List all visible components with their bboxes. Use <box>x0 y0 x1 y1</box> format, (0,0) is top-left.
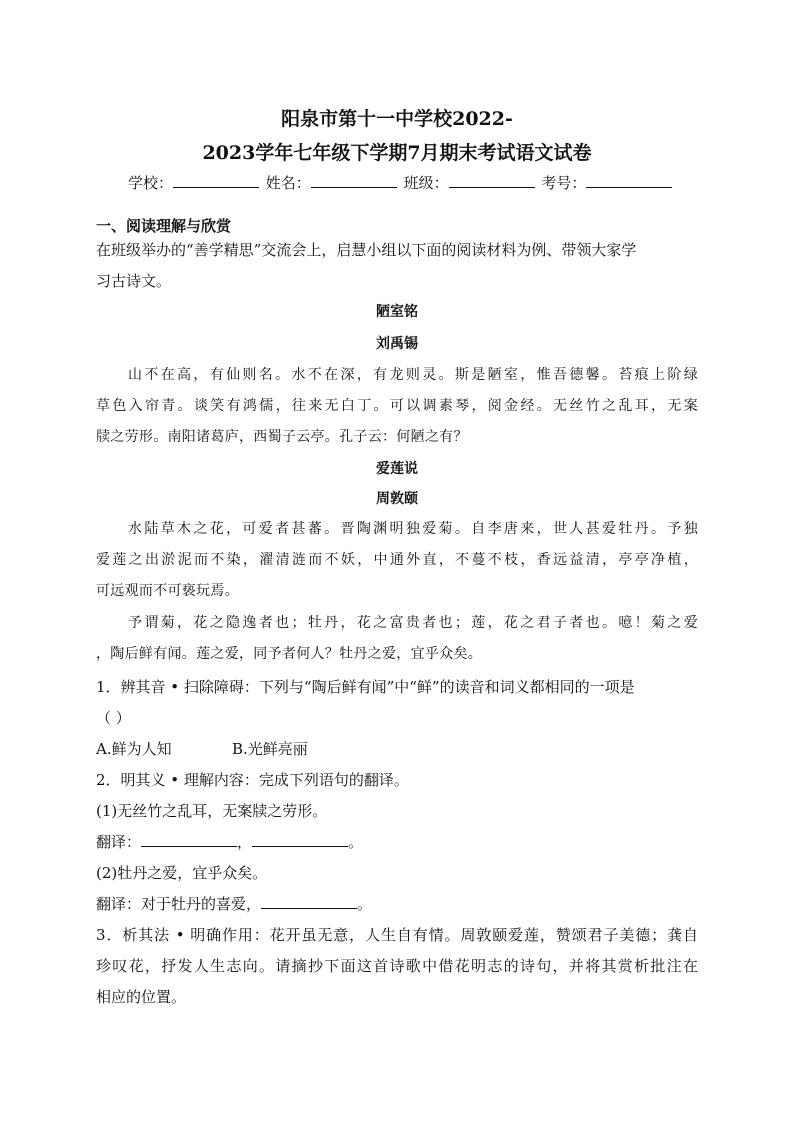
passage-line: 山不在高，有仙则名。水不在深，有龙则灵。斯是陋室，惟吾德馨。苔痕上阶绿 <box>128 367 698 383</box>
intro-line: 在班级举办的“善学精思”交流会上，启慧小组以下面的阅读材料为例、带领大家学 <box>96 241 637 259</box>
section-heading: 一、阅读理解与欣赏 <box>96 217 232 235</box>
answer-blank[interactable] <box>261 896 357 909</box>
essay-title: 爱莲说 <box>376 461 418 477</box>
option-a[interactable]: A.鲜为人知 <box>96 740 172 758</box>
exam-number-label: 考号： <box>541 174 587 192</box>
exam-title-line2: 2023学年七年级下学期7月期末考试语文试卷 <box>202 142 592 164</box>
passage-line: ，陶后鲜有闻。莲之爱，同予者何人？牡丹之爱，宜乎众矣。 <box>96 646 483 662</box>
passage-line: 予谓菊，花之隐逸者也；牡丹，花之富贵者也；莲，花之君子者也。噫！菊之爱 <box>128 615 698 631</box>
class-blank[interactable] <box>449 174 535 188</box>
passage-line: 爱莲之出淤泥而不染，濯清涟而不妖，中通外直，不蔓不枝，香远益清，亭亭净植， <box>96 552 698 568</box>
passage-line: 牍之劳形。南阳诸葛庐，西蜀子云亭。孔子云：何陋之有？ <box>96 429 468 445</box>
essay-author: 周敦颐 <box>376 491 418 507</box>
school-blank[interactable] <box>173 174 259 188</box>
answer-blank[interactable] <box>141 834 237 847</box>
name-blank[interactable] <box>311 174 397 188</box>
student-info-row <box>128 172 674 193</box>
name-label: 姓名： <box>265 174 311 192</box>
question-3-line: 相应的位置。 <box>96 988 187 1006</box>
question-1: 1．辨其音 • 扫除障碍：下列与“陶后鲜有闻”中“鲜”的读音和词义都相同的一项是 <box>96 678 635 696</box>
poem-title: 陋室铭 <box>376 304 418 320</box>
exam-title-line1: 阳泉市第十一中学校2022- <box>281 108 513 130</box>
passage-line: 草色入帘青。谈笑有鸿儒，往来无白丁。可以调素琴，阅金经。无丝竹之乱耳，无案 <box>96 398 698 414</box>
question-2: 2．明其义 • 理解内容：完成下列语句的翻译。 <box>96 771 409 789</box>
passage-line: 水陆草木之花，可爱者甚蕃。晋陶渊明独爱菊。自李唐来，世人甚爱牡丹。予独 <box>128 521 698 537</box>
question-3-line: 珍叹花，抒发人生志向。请摘抄下面这首诗歌中借花明志的诗句，并将其赏析批注在 <box>96 957 698 975</box>
translation-1: 翻译： ， 。 <box>96 833 364 851</box>
answer-parentheses[interactable]: （ ） <box>96 709 131 727</box>
question-3: 3．析其法 • 明确作用：花开虽无意，人生自有情。周敦颐爱莲，赞颂君子美德；龚自 <box>96 926 698 944</box>
passage-line: 可远观而不可亵玩焉。 <box>96 583 239 599</box>
question-2-sub-2: (2)牡丹之爱，宜乎众矣。 <box>96 864 268 882</box>
intro-line: 习古诗文。 <box>96 272 172 290</box>
answer-blank[interactable] <box>252 834 348 847</box>
question-2-sub-1: (1)无丝竹之乱耳，无案牍之劳形。 <box>96 802 328 820</box>
option-b[interactable]: B.光鲜亮丽 <box>232 740 308 758</box>
exam-number-blank[interactable] <box>586 174 672 188</box>
class-label: 班级： <box>403 174 449 192</box>
school-label: 学校： <box>128 174 174 192</box>
translation-2: 翻译：对于牡丹的喜爱， 。 <box>96 895 373 913</box>
poem-author: 刘禹锡 <box>376 336 418 352</box>
